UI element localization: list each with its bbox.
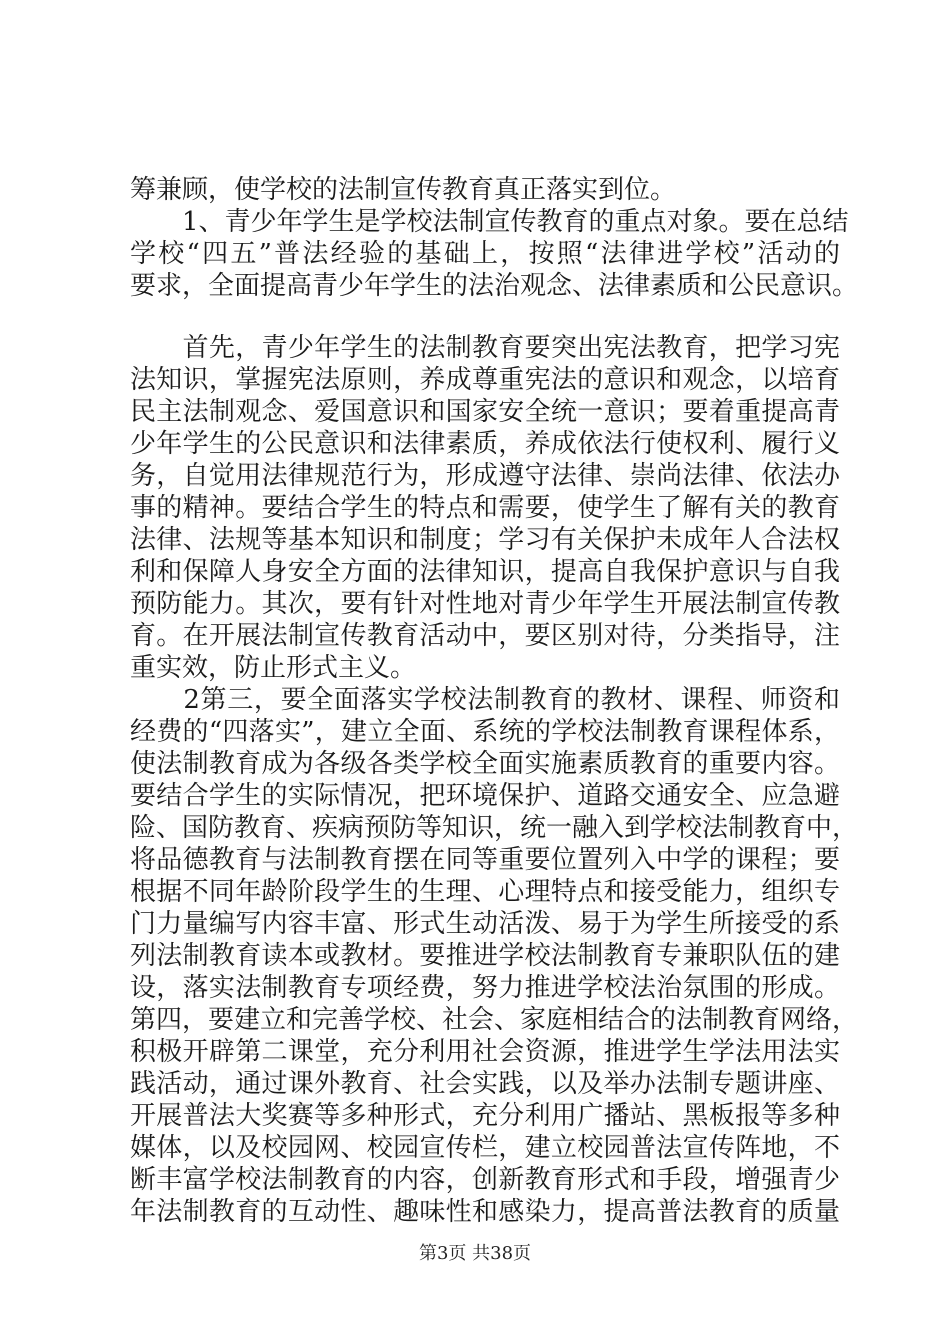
text-line: 1、青少年学生是学校法制宣传教育的重点对象。要在总结	[130, 207, 849, 237]
text-line: 2第三，要全面落实学校法制教育的教材、课程、师资和	[130, 685, 840, 715]
text-line: 第四，要建立和完善学校、社会、家庭相结合的法制教育网络，	[130, 1005, 859, 1035]
text-line: 重实效，防止形式主义。	[130, 653, 417, 683]
text-line: 设，落实法制教育专项经费，努力推进学校法治氛围的形成。	[130, 973, 840, 1003]
paragraph-1	[130, 174, 859, 302]
text-line: 育。在开展法制宣传教育活动中，要区别对待，分类指导，注	[130, 621, 840, 651]
text-line: 学校“四五”普法经验的基础上，按照“法律进学校”活动的	[130, 239, 840, 269]
text-line: 媒体，以及校园网、校园宣传栏，建立校园普法宣传阵地，不	[130, 1133, 840, 1163]
paragraph-2	[130, 332, 840, 684]
document-body	[130, 174, 859, 1228]
text-line: 筹兼顾，使学校的法制宣传教育真正落实到位。	[130, 175, 677, 205]
text-line: 要结合学生的实际情况，把环境保护、道路交通安全、应急避	[130, 781, 840, 811]
text-line: 践活动，通过课外教育、社会实践，以及举办法制专题讲座、	[130, 1069, 840, 1099]
text-line: 民主法制观念、爱国意识和国家安全统一意识；要着重提高青	[130, 397, 840, 427]
text-line: 年法制教育的互动性、趣味性和感染力，提高普法教育的质量	[130, 1197, 840, 1227]
text-line: 断丰富学校法制教育的内容，创新教育形式和手段，增强青少	[130, 1165, 840, 1195]
text-line: 开展普法大奖赛等多种形式，充分利用广播站、黑板报等多种	[130, 1101, 840, 1131]
text-line: 法知识，掌握宪法原则，养成尊重宪法的意识和观念，以培育	[130, 365, 840, 395]
text-line: 要求，全面提高青少年学生的法治观念、法律素质和公民意识。	[130, 271, 859, 301]
text-line: 法律、法规等基本知识和制度；学习有关保护未成年人合法权	[130, 525, 840, 555]
paragraph-3	[130, 684, 859, 1228]
text-line: 列法制教育读本或教材。要推进学校法制教育专兼职队伍的建	[130, 941, 840, 971]
text-line: 将品德教育与法制教育摆在同等重要位置列入中学的课程；要	[130, 845, 840, 875]
text-line: 使法制教育成为各级各类学校全面实施素质教育的重要内容。	[130, 749, 840, 779]
text-line: 首先，青少年学生的法制教育要突出宪法教育，把学习宪	[130, 333, 840, 363]
paragraph-gap	[130, 302, 840, 332]
text-line: 事的精神。要结合学生的特点和需要，使学生了解有关的教育	[130, 493, 840, 523]
text-line: 险、国防教育、疾病预防等知识，统一融入到学校法制教育中，	[130, 813, 859, 843]
text-line: 根据不同年龄阶段学生的生理、心理特点和接受能力，组织专	[130, 877, 840, 907]
text-line: 务，自觉用法律规范行为，形成遵守法律、崇尚法律、依法办	[130, 461, 840, 491]
text-line: 预防能力。其次，要有针对性地对青少年学生开展法制宣传教	[130, 589, 840, 619]
page-footer: 第3页 共38页	[418, 1243, 532, 1264]
text-line: 积极开辟第二课堂，充分利用社会资源，推进学生学法用法实	[130, 1037, 840, 1067]
text-line: 门力量编写内容丰富、形式生动活泼、易于为学生所接受的系	[130, 909, 840, 939]
text-line: 少年学生的公民意识和法律素质，养成依法行使权利、履行义	[130, 429, 840, 459]
text-line: 经费的“四落实”，建立全面、系统的学校法制教育课程体系，	[130, 717, 840, 747]
text-line: 利和保障人身安全方面的法律知识，提高自我保护意识与自我	[130, 557, 840, 587]
